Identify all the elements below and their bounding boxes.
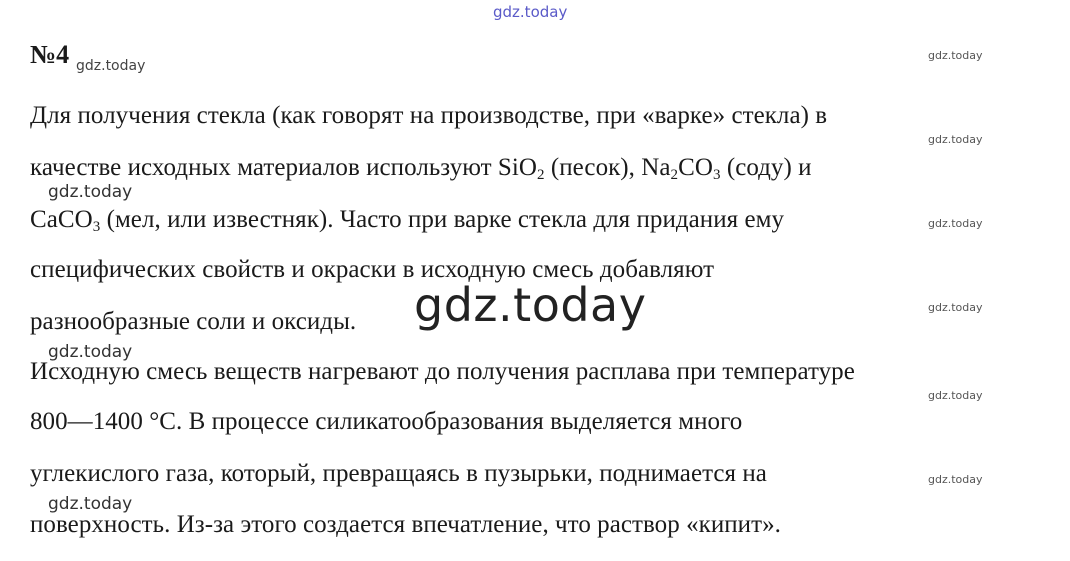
text-line-3-part: CaCO bbox=[30, 206, 93, 233]
text-line-5: разнообразные соли и оксиды. bbox=[30, 308, 357, 335]
watermark-right-5: gdz.today bbox=[928, 389, 983, 402]
text-line-4: специфических свойств и окраски в исходную смесь добавляют bbox=[30, 256, 715, 283]
watermark-top: gdz.today bbox=[493, 3, 568, 21]
text-line-2-part: (песок), Na bbox=[544, 154, 671, 181]
watermark-right-3: gdz.today bbox=[928, 217, 983, 230]
text-line-8: углекислого газа, который, превращаясь в пузырьки, поднимается на bbox=[30, 460, 767, 487]
watermark-right-1: gdz.today bbox=[928, 49, 983, 62]
task-number: №4 bbox=[30, 40, 70, 69]
watermark-right-2: gdz.today bbox=[928, 133, 983, 146]
subscript: 2 bbox=[670, 167, 679, 183]
text-line-3-part: (мел, или известняк). Часто при варке стекла для придания ему bbox=[100, 206, 785, 233]
watermark-center: gdz.today bbox=[414, 278, 647, 332]
watermark-left-1: gdz.today bbox=[48, 182, 133, 202]
text-line-1: Для получения стекла (как говорят на производстве, при «варке» стекла) в bbox=[30, 102, 828, 129]
watermark-left-3: gdz.today bbox=[48, 494, 133, 514]
text-line-3 bbox=[30, 206, 784, 234]
watermark-right-4: gdz.today bbox=[928, 301, 983, 314]
text-line-2-part: (соду) и bbox=[720, 154, 812, 181]
watermark-left-2: gdz.today bbox=[48, 342, 133, 362]
text-line-2-part: CO bbox=[678, 154, 713, 181]
text-line-7: 800—1400 °С. В процессе силикатообразования выделяется много bbox=[30, 408, 743, 435]
subscript: 3 bbox=[92, 219, 101, 235]
text-line-9: поверхность. Из-за этого создается впечатление, что раствор «кипит». bbox=[30, 511, 781, 538]
watermark-right-6: gdz.today bbox=[928, 473, 983, 486]
text-line-6: Исходную смесь веществ нагревают до получения расплава при температуре bbox=[30, 358, 855, 385]
subscript: 2 bbox=[536, 167, 545, 183]
text-line-2 bbox=[30, 154, 812, 182]
subscript: 3 bbox=[712, 167, 721, 183]
watermark-heading: gdz.today bbox=[76, 58, 146, 74]
text-line-2-part: качестве исходных материалов используют SiO bbox=[30, 154, 537, 181]
